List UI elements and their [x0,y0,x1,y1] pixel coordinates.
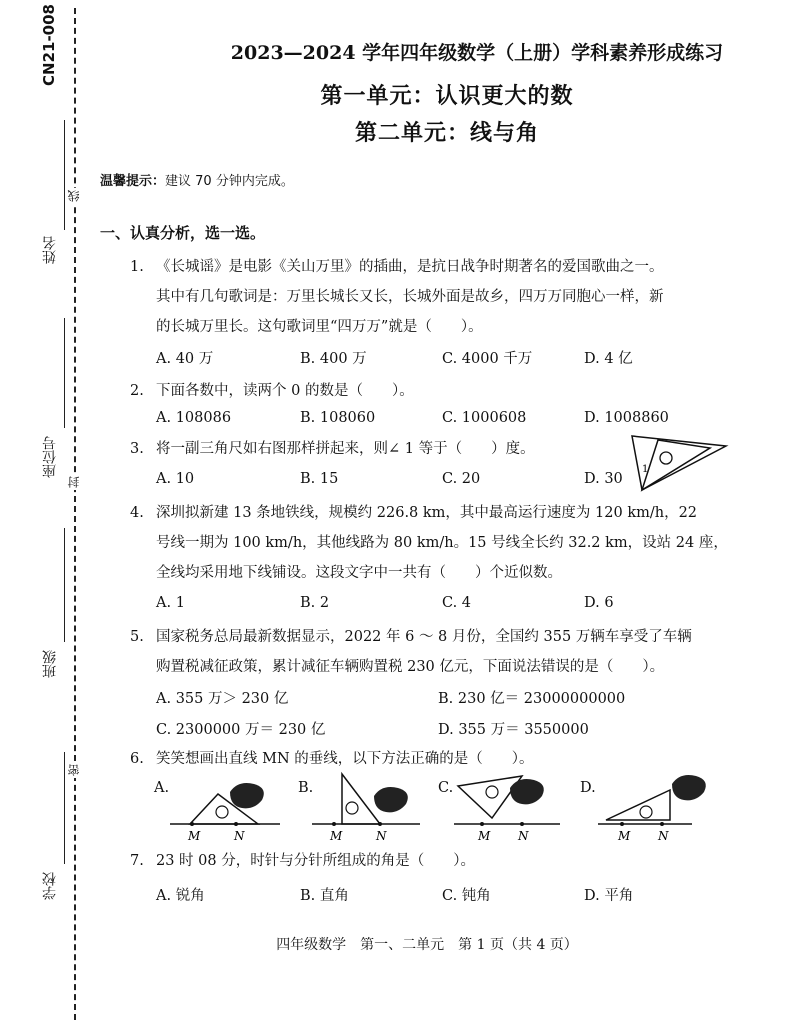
school-label: 学校 [42,872,58,900]
seat-label: 座位号 [42,436,58,478]
cut-dashed-line [74,8,76,1020]
cut-mark-close: 密 [67,764,81,776]
option-a[interactable]: A. 1 [156,595,185,611]
question-number: 1. [130,259,144,275]
unit-one-title: 第一单元：认识更大的数 [320,83,574,109]
question-number: 2. [130,383,144,399]
question-line: 下面各数中，读两个 0 的数是（ ）。 [156,383,414,399]
question-line: 笑笑想画出直线 MN 的垂线，以下方法正确的是（ ）。 [156,751,534,767]
option-d[interactable]: D. 355 万＝ 3550000 [438,722,589,738]
option-c[interactable]: C. 20 [442,471,481,487]
point-m-label: M [618,829,631,843]
exam-title: 2023—2024 学年四年级数学（上册）学科素养形成练习 [230,42,724,64]
class-label: 班级 [42,650,58,678]
point-n-label: N [658,829,669,843]
option-d[interactable]: D. 平角 [584,888,634,904]
option-b-figure [310,770,422,844]
option-d: D. [580,780,596,796]
triangle-rulers-figure [628,432,732,494]
question-1 [130,252,730,342]
question-number: 5. [130,629,144,645]
option-a: A. [154,780,170,796]
question-line: 《长城谣》是电影《关山万里》的插曲，是抗日战争时期著名的爱国歌曲之一。 [156,259,664,275]
question-line: 号线一期为 100 km/h，其他线路为 80 km/h。15 号线全长约 32.2 km，设站 24 座， [156,535,728,551]
option-d-figure [596,770,716,844]
option-d[interactable]: D. 6 [584,595,614,611]
question-number: 4. [130,505,144,521]
page-footer: 四年级数学 第一、二单元 第 1 页（共 4 页） [276,937,578,953]
option-a[interactable]: A. 40 万 [156,351,214,367]
exam-header [110,38,784,147]
tip-text: 建议 70 分钟内完成。 [165,174,294,189]
question-line: 其中有几句歌词是：万里长城长又长，长城外面是故乡，四万万同胞心一样，新 [156,289,664,305]
option-c[interactable]: C. 4000 千万 [442,351,533,367]
option-c[interactable]: C. 4 [442,595,472,611]
option-a[interactable]: A. 108086 [156,410,232,426]
question-line: 全线均采用地下线铺设。这段文字中一共有（ ）个近似数。 [156,565,562,581]
point-m-label: M [478,829,491,843]
cut-mark-seal: 封 [67,476,81,488]
point-m-label: M [330,829,343,843]
question-line: 的长城万里长。这句歌词里“四万万”就是（ ）。 [156,319,483,335]
option-a-figure [168,778,284,844]
question-4 [130,498,730,588]
name-label: 姓名 [42,236,58,264]
option-b[interactable]: B. 230 亿＝ 23000000000 [438,691,626,707]
option-a[interactable]: A. 10 [156,471,195,487]
option-d[interactable]: D. 4 亿 [584,351,633,367]
question-line: 深圳拟新建 13 条地铁线，规模约 226.8 km，其中最高运行速度为 120 km/h，22 [156,505,698,521]
point-n-label: N [518,829,529,843]
option-b[interactable]: B. 108060 [300,410,376,426]
paper-code: CN21-008 [40,4,58,86]
question-number: 6. [130,751,144,767]
point-n-label: N [234,829,245,843]
option-c[interactable]: C. 1000608 [442,410,527,426]
option-b: B. [298,780,314,796]
option-b[interactable]: B. 400 万 [300,351,367,367]
question-line: 购置税减征政策，累计减征车辆购置税 230 亿元，下面说法错误的是（ ）。 [156,659,665,675]
question-7 [130,846,730,876]
point-m-label: M [188,829,201,843]
option-b[interactable]: B. 2 [300,595,330,611]
cut-mark-line: 线 [67,190,81,202]
option-b[interactable]: B. 15 [300,471,339,487]
option-c[interactable]: C. 2300000 万＝ 230 亿 [156,722,326,738]
question-line: 国家税务总局最新数据显示，2022 年 6 ～ 8 月份，全国约 355 万辆车享受了车辆 [156,629,692,645]
question-number: 7. [130,853,144,869]
seat-write-line [64,318,65,428]
option-d[interactable]: D. 30 [584,471,623,487]
section-one-title: 一、认真分析，选一选。 [100,224,266,242]
tip-label: 温馨提示： [100,174,166,189]
question-2 [130,376,730,406]
question-line: 23 时 08 分，时针与分针所组成的角是（ ）。 [156,853,475,869]
angle-1-label: 1 [642,464,649,475]
option-a[interactable]: A. 锐角 [156,888,205,904]
point-n-label: N [376,829,387,843]
binding-margin [0,0,96,1028]
option-b[interactable]: B. 直角 [300,888,349,904]
option-c[interactable]: C. 钝角 [442,888,491,904]
question-line: 将一副三角尺如右图那样拼起来，则∠ 1 等于（ ）度。 [156,441,535,457]
option-c: C. [438,780,454,796]
question-5 [130,622,730,682]
class-write-line [64,528,65,642]
option-c-figure [452,770,564,844]
option-a[interactable]: A. 355 万＞ 230 亿 [156,691,289,707]
tip-line [100,170,294,189]
unit-two-title: 第二单元：线与角 [354,120,539,146]
option-d[interactable]: D. 1008860 [584,410,669,426]
name-write-line [64,120,65,230]
question-number: 3. [130,441,144,457]
